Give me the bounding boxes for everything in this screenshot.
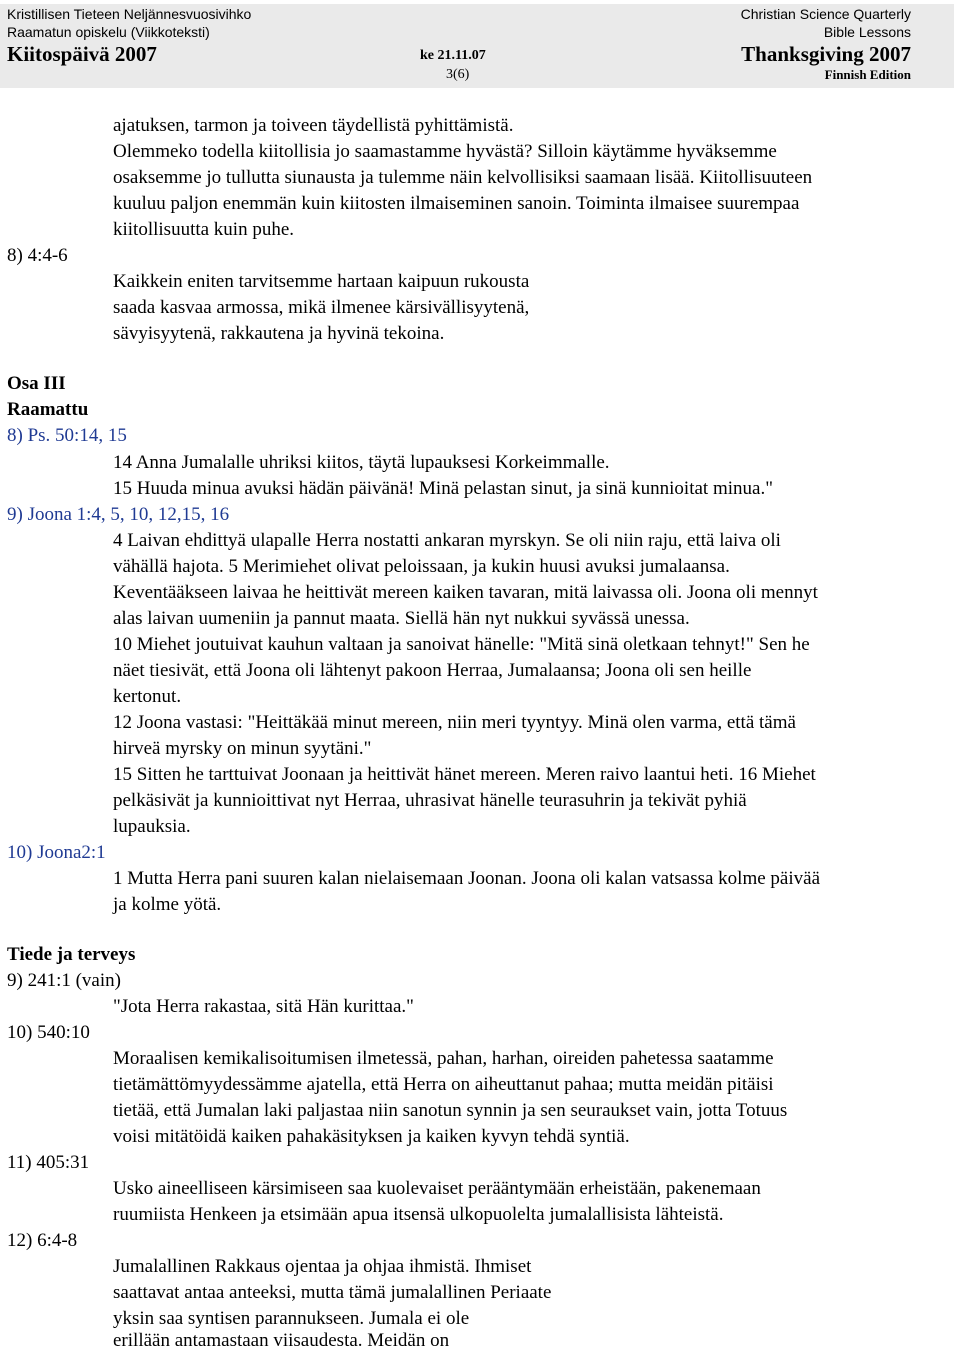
text-line: yksin saa syntisen parannukseen. Jumala ei ole — [113, 1308, 470, 1329]
header-title-en: Thanksgiving 2007 — [741, 42, 911, 66]
citation-label: 9) 241:1 (vain) — [7, 970, 121, 991]
text-line: näet tiesivät, että Joona oli lähtenyt pakoon Herraa, Jumalaansa; Joona oli sen heille — [113, 660, 752, 681]
header-edition: Finnish Edition — [824, 67, 911, 82]
text-line: voisi mitätöidä kaiken pahakäsityksen ja kaiken kyvyn tehdä syntiä. — [113, 1126, 630, 1147]
citation-label: 10) 540:10 — [7, 1022, 90, 1043]
text-line: Keventääkseen laivaa he heittivät mereen kaiken tavaran, mitä laivassa oli. Joona oli mennyt — [113, 582, 818, 603]
header-page-number: 3(6) — [446, 67, 470, 82]
text-line: kuuluu paljon enemmän kuin kiitosten ilmaiseminen sanoin. Toiminta ilmaisee suurempaa — [113, 193, 800, 214]
text-line: 4 Laivan ehdittyä ulapalle Herra nostatti ankaran myrskyn. Se oli niin raju, että laiva oli — [113, 530, 781, 551]
citation-label: 8) 4:4-6 — [7, 245, 68, 266]
citation-label: 11) 405:31 — [7, 1152, 90, 1173]
text-line: 12 Joona vastasi: "Heittäkää minut mereen, niin meri tyyntyy. Minä olen varma, että tämä — [113, 712, 796, 733]
citation-label: 9) Joona 1:4, 5, 10, 12,15, 16 — [7, 504, 230, 525]
header-subtitle-en: Bible Lessons — [823, 24, 911, 40]
section-heading: Osa III — [7, 373, 66, 394]
text-line: pelkäsivät ja kunnioittivat nyt Herraa, uhrasivat hänelle teurasuhrin ja tekivät pyhiä — [113, 790, 747, 811]
header-subtitle-fi: Raamatun opiskelu (Viikkoteksti) — [7, 24, 210, 40]
text-line: hirveä myrsky on minun syytäni." — [113, 738, 372, 759]
header-publication-fi: Kristillisen Tieteen Neljännesvuosivihko — [7, 6, 252, 22]
text-line: tietää, että Jumalan laki paljastaa niin sanotun synnin ja sen seuraukset vain, jotta Totuus — [113, 1100, 788, 1121]
text-line: alas laivan uumeniin ja pannut maata. Siellä hän nyt nukkui syvässä unessa. — [113, 608, 690, 629]
text-line: ja kolme yötä. — [113, 894, 222, 915]
text-line: 10 Miehet joutuivat kauhun valtaan ja sanoivat hänelle: "Mitä sinä oletkaan tehnyt!" Sen he — [113, 634, 810, 655]
text-line: 15 Sitten he tarttuivat Joonaan ja heittivät hänet mereen. Meren raivo laantui heti. 16 Miehet — [113, 764, 816, 785]
citation-label: 12) 6:4-8 — [7, 1230, 78, 1251]
text-line: 15 Huuda minua avuksi hädän päivänä! Minä pelastan sinut, ja sinä kunnioitat minua." — [113, 478, 773, 499]
text-line: Moraalisen kemikalisoitumisen ilmetessä, pahan, harhan, oireiden pahetessa saatamme — [113, 1048, 774, 1069]
section-subheading: Tiede ja terveys — [7, 944, 136, 965]
text-line: 1 Mutta Herra pani suuren kalan nielaisemaan Joonan. Joona oli kalan vatsassa kolme päivää — [113, 868, 820, 889]
page-header — [0, 0, 960, 88]
text-line: Jumalallinen Rakkaus ojentaa ja ohjaa ihmistä. Ihmiset — [113, 1256, 532, 1277]
text-line: osaksemme jo tullutta siunausta ja tulemme näin kelvollisiksi saamaan lisää. Kiitollisuuteen — [113, 167, 813, 188]
text-line: Usko aineelliseen kärsimiseen saa kuolevaiset perääntymään erheistään, pakenemaan — [113, 1178, 761, 1199]
text-line: saattavat antaa anteeksi, mutta tämä jumalallinen Periaate — [113, 1282, 552, 1303]
citation-label: 10) Joona2:1 — [7, 842, 106, 863]
text-line: sävyisyytenä, rakkautena ja hyvinä tekoina. — [113, 323, 445, 344]
text-line: vähällä hajota. 5 Merimiehet olivat peloissaan, ja kukin huusi avuksi jumalaansa. — [113, 556, 730, 577]
header-title-fi: Kiitospäivä 2007 — [7, 42, 157, 66]
text-line: kertonut. — [113, 686, 182, 707]
text-line: tietämättömyydessämme ajatella, että Herra on aiheuttanut pahaa; mutta meidän pitäisi — [113, 1074, 774, 1095]
header-publication-en: Christian Science Quarterly — [740, 6, 911, 22]
text-line: ruumiista Henkeen ja etsimään apua itsensä ulkopuolelta jumalallisista lähteistä. — [113, 1204, 724, 1225]
text-line: lupauksia. — [113, 816, 191, 837]
header-date: ke 21.11.07 — [420, 48, 486, 63]
text-line: kiitollisuutta kuin puhe. — [113, 219, 295, 240]
citation-label: 8) Ps. 50:14, 15 — [7, 425, 127, 446]
text-line: Kaikkein eniten tarvitsemme hartaan kaipuun rukousta — [113, 271, 530, 292]
text-line: saada kasvaa armossa, mikä ilmenee kärsivällisyytenä, — [113, 297, 530, 318]
text-line: "Jota Herra rakastaa, sitä Hän kurittaa." — [113, 996, 414, 1017]
text-line: 14 Anna Jumalalle uhriksi kiitos, täytä lupauksesi Korkeimmalle. — [113, 452, 610, 473]
text-line: erillään antamastaan viisaudesta. Meidän on — [113, 1330, 450, 1351]
text-line: Olemmeko todella kiitollisia jo saamastamme hyvästä? Silloin käytämme hyväksemme — [113, 141, 777, 162]
section-subheading: Raamattu — [7, 399, 89, 420]
text-line: ajatuksen, tarmon ja toiveen täydellistä pyhittämistä. — [113, 115, 514, 136]
